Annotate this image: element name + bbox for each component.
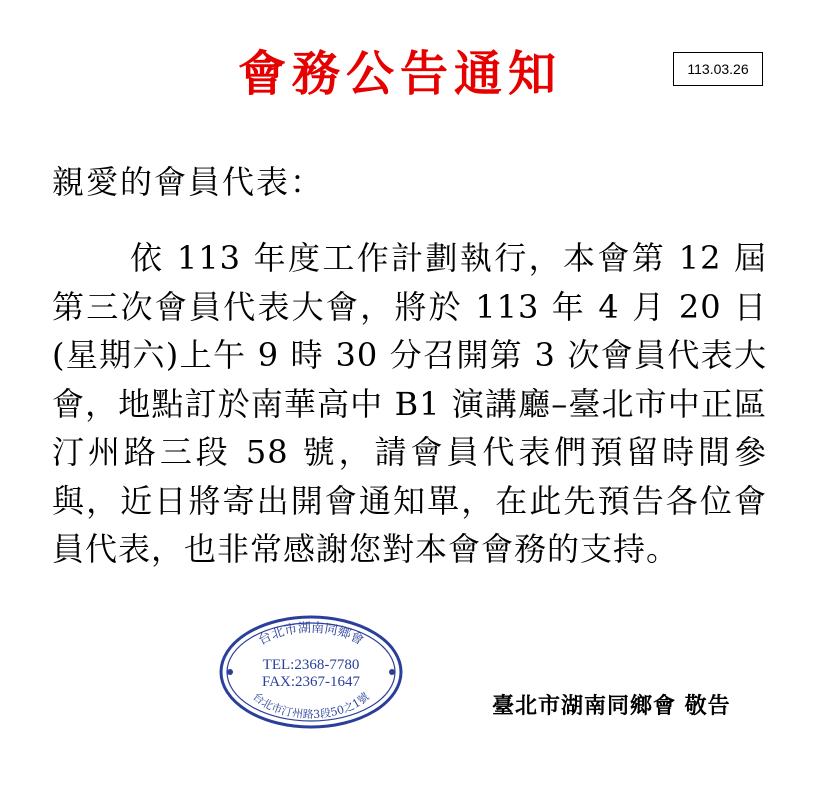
seal-top-text: 台北市湖南同鄉會 [255, 620, 367, 649]
seal-fax: FAX:2367-1647 [261, 674, 361, 690]
salutation: 親愛的會員代表： [52, 163, 325, 201]
notice-body: 依 113 年度工作計劃執行，本會第 12 屆第三次會員代表大會，將於 113 年 4 月 20 日(星期六)上午 9 時 30 分召開第 3 次會員代表大會，地點訂於南華高中 B1 演講廳–臺北市中正區汀州路三段 58 號，請會員代表們預留時間參與，近日將寄出開會通知單，在此先預告各位會員代表，也非常感謝您對本會會務的支持。 [52, 239, 767, 568]
seal-tel: TEL:2368-7780 [262, 657, 360, 673]
signature: 臺北市湖南同鄉會 敬告 [492, 694, 731, 719]
date-box [673, 52, 763, 86]
seal-bottom-text: 台北市汀州路3段50之1號 [250, 690, 372, 722]
notice-date: 113.03.26 [687, 61, 749, 77]
notice-title: 會務公告通知 [237, 46, 562, 102]
organization-seal [218, 614, 404, 730]
